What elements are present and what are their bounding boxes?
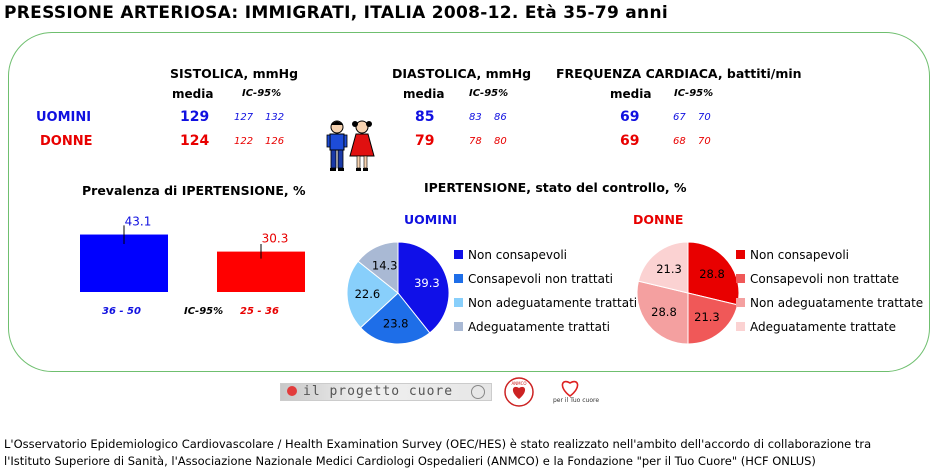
donne-legend-label-3: Non adeguatamente trattate — [750, 296, 924, 310]
uomini-legend-label-4: Adeguatamente trattati — [468, 320, 611, 334]
ic-label-frequenza: IC-95% — [674, 88, 714, 99]
uomini-legend-label-3: Non adeguatamente trattati — [468, 296, 638, 310]
ci-title: IC-95% — [184, 306, 224, 317]
uomini-slice-label-1: 39.3 — [414, 275, 440, 290]
donne-sistolica-hi: 126 — [265, 136, 285, 147]
row-label-uomini: UOMINI — [36, 110, 92, 125]
uomini-slice-label-3: 22.6 — [354, 287, 381, 302]
media-label-frequenza: media — [610, 87, 652, 101]
footer-line-2: l'Istituto Superiore di Sanità, l'Associazione Nazionale Medici Cardiologi Ospedalieri (ANMCO) e la Fondazione "per il Tuo Cuore" (HCF ONLUS) — [4, 454, 816, 468]
anmco-text: ANMCO — [511, 381, 527, 386]
uomini-frequenza-hi: 70 — [698, 112, 711, 123]
uomini-legend-item-4 — [454, 320, 610, 334]
bar-chart — [60, 200, 330, 300]
uomini-diastolica-lo: 83 — [469, 112, 482, 123]
uomini-diastolica-hi: 86 — [494, 112, 507, 123]
header-frequenza: FREQUENZA CARDIACA, battiti/min — [556, 66, 802, 81]
donne-frequenza-media: 69 — [620, 133, 640, 149]
uomini-legend-label-1: Non consapevoli — [468, 248, 567, 262]
uomini-sistolica-media: 129 — [180, 109, 210, 125]
ci-label-uomini: 36 - 50 — [102, 306, 141, 317]
donne-legend-label-2: Consapevoli non trattate — [750, 272, 900, 286]
tuo-cuore-text: per il Tuo cuore — [553, 397, 600, 404]
heart-logo-icon — [555, 376, 585, 398]
bar-value-label-donne: 30.3 — [261, 231, 289, 246]
donne-legend-label-4: Adeguatamente trattate — [750, 320, 897, 334]
ic-label-diastolica: IC-95% — [469, 88, 509, 99]
uomini-sistolica-lo: 127 — [234, 112, 254, 123]
media-label-sistolica: media — [172, 87, 214, 101]
uomini-frequenza-lo: 67 — [673, 112, 686, 123]
uomini-legend-swatch-4 — [454, 322, 463, 331]
pie-group-title: IPERTENSIONE, stato del controllo, % — [424, 180, 687, 195]
donne-diastolica-media: 79 — [415, 133, 435, 149]
header-sistolica: SISTOLICA, mmHg — [170, 66, 299, 81]
ic-label-sistolica: IC-95% — [242, 88, 282, 99]
uomini-legend-label-2: Consapevoli non trattati — [468, 272, 614, 286]
donne-legend-swatch-1 — [736, 250, 745, 259]
uomini-diastolica-media: 85 — [415, 109, 435, 125]
progetto-cuore-logo — [280, 383, 492, 401]
children-illustration — [322, 118, 378, 176]
uomini-legend-item-3 — [454, 296, 637, 310]
uomini-slice-label-4: 14.3 — [371, 258, 398, 273]
uomini-legend-swatch-1 — [454, 250, 463, 259]
donne-legend-swatch-4 — [736, 322, 745, 331]
heart-dot-icon — [287, 386, 297, 396]
donne-legend-swatch-2 — [736, 274, 745, 283]
uomini-legend-item-2 — [454, 272, 613, 286]
donne-legend-swatch-3 — [736, 298, 745, 307]
uomini-legend-swatch-2 — [454, 274, 463, 283]
donne-sistolica-lo: 122 — [234, 136, 254, 147]
pie-title-donne: DONNE — [633, 212, 684, 227]
donne-legend-label-1: Non consapevoli — [750, 248, 849, 262]
donne-frequenza-hi: 70 — [698, 136, 711, 147]
donne-frequenza-lo: 68 — [673, 136, 686, 147]
donne-legend-item-2 — [736, 272, 899, 286]
donne-diastolica-hi: 80 — [494, 136, 507, 147]
footer-line-1: L'Osservatorio Epidemiologico Cardiovascolare / Health Examination Survey (OEC/HES) è stato realizzato nell'ambito dell'accordo di collaborazione tra — [4, 437, 872, 451]
uomini-legend-swatch-3 — [454, 298, 463, 307]
pie-title-uomini: UOMINI — [404, 212, 457, 227]
donne-slice-label-1: 28.8 — [699, 267, 725, 282]
donne-slice-label-3: 28.8 — [651, 304, 677, 319]
uomini-frequenza-media: 69 — [620, 109, 640, 125]
header-diastolica: DIASTOLICA, mmHg — [392, 66, 532, 81]
ci-label-donne: 25 - 36 — [240, 306, 279, 317]
row-label-donne: DONNE — [40, 134, 93, 149]
donne-slice-label-4: 21.3 — [656, 261, 682, 276]
media-label-diastolica: media — [403, 87, 445, 101]
progetto-cuore-text: il progetto cuore — [303, 384, 454, 399]
donne-legend-item-1 — [736, 248, 849, 262]
donne-legend-item-3 — [736, 296, 923, 310]
pie-chart-uomini — [343, 238, 453, 348]
bar-value-label-uomini: 43.1 — [124, 214, 152, 229]
donne-slice-label-2: 21.3 — [694, 310, 720, 325]
donne-legend-item-4 — [736, 320, 896, 334]
page-title: PRESSIONE ARTERIOSA: IMMIGRATI, ITALIA 2008-12. Età 35-79 anni — [4, 3, 668, 23]
donne-diastolica-lo: 78 — [469, 136, 482, 147]
anmco-logo — [503, 376, 535, 408]
caduceus-icon — [471, 385, 485, 399]
uomini-slice-label-2: 23.8 — [382, 316, 409, 331]
donne-sistolica-media: 124 — [180, 133, 210, 149]
uomini-legend-item-1 — [454, 248, 567, 262]
uomini-sistolica-hi: 132 — [265, 112, 285, 123]
bar-chart-title: Prevalenza di IPERTENSIONE, % — [82, 183, 306, 198]
pie-chart-donne — [633, 238, 743, 348]
